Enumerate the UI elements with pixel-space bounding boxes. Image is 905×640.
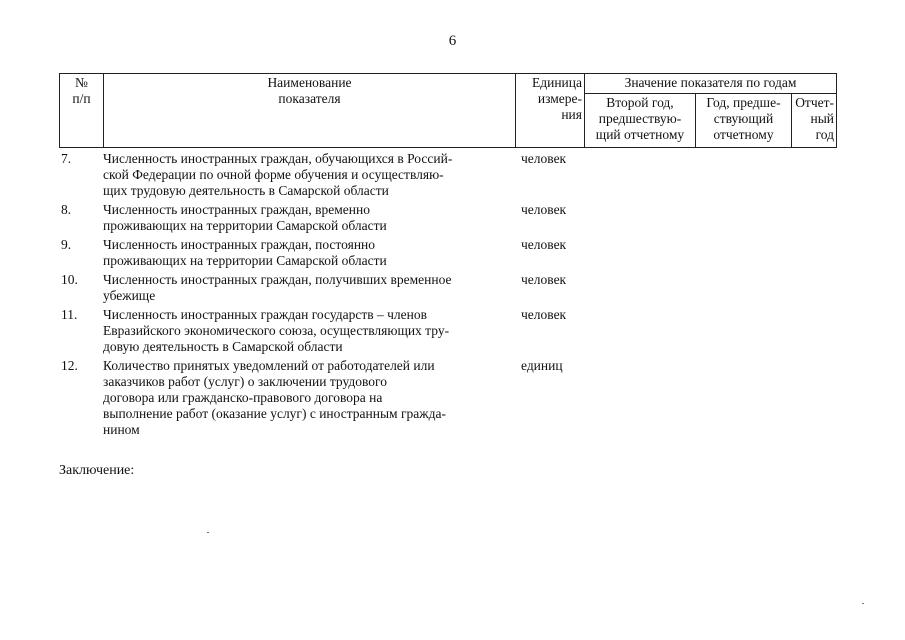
- row-number: 9.: [61, 237, 72, 252]
- header-sub-report-year: Отчет- ный год: [792, 94, 837, 148]
- header-col-unit: Единица измере- ния: [516, 74, 585, 148]
- table-row: [59, 202, 836, 234]
- scan-speck: [862, 603, 864, 604]
- row-unit: человек: [521, 202, 567, 217]
- row-name: Численность иностранных граждан, временно проживающих на территории Самарской области: [103, 202, 387, 233]
- header-col-name: Наименование показателя: [104, 74, 516, 148]
- row-unit: человек: [521, 307, 567, 322]
- row-unit: человек: [521, 272, 567, 287]
- row-name: Численность иностранных граждан, обучающихся в Россий- ской Федерации по очной форме обучения и осуществляю- щих трудовую деятельность в Самарской области: [103, 151, 453, 198]
- table-row: [59, 151, 836, 199]
- header-sub-second-year: Второй год, предшествую- щий отчетному: [585, 94, 696, 148]
- row-number: 12.: [61, 358, 78, 373]
- row-name: Численность иностранных граждан, получивших временное убежище: [103, 272, 452, 303]
- table-row: [59, 237, 836, 269]
- header-col-values-by-year: Значение показателя по годам: [585, 74, 837, 94]
- row-unit: человек: [521, 151, 567, 166]
- table-row: [59, 307, 836, 355]
- row-name: Количество принятых уведомлений от работодателей или заказчиков работ (услуг) о заключении трудового договора или гражданско-правового договора на выполнение работ (оказание услуг) с иностранным гражда- нином: [103, 358, 446, 437]
- header-sub-previous-year: Год, предше- ствующий отчетному: [696, 94, 792, 148]
- table-row: [59, 272, 836, 304]
- row-unit: человек: [521, 237, 567, 252]
- indicator-rows: [59, 151, 836, 441]
- table-row: [59, 358, 836, 438]
- row-name: Численность иностранных граждан государств – членов Евразийского экономического союза, осуществляющих тру- довую деятельность в Самарской области: [103, 307, 450, 354]
- row-unit: единиц: [521, 358, 563, 373]
- header-col-number: № п/п: [60, 74, 104, 148]
- row-number: 8.: [61, 202, 72, 217]
- row-name: Численность иностранных граждан, постоянно проживающих на территории Самарской области: [103, 237, 387, 268]
- row-number: 7.: [61, 151, 72, 166]
- conclusion-label: Заключение:: [59, 463, 135, 478]
- row-number: 11.: [61, 307, 78, 322]
- row-number: 10.: [61, 272, 78, 287]
- page-number: 6: [448, 33, 457, 49]
- scan-speck: [207, 532, 209, 533]
- indicator-table-header: [59, 73, 837, 148]
